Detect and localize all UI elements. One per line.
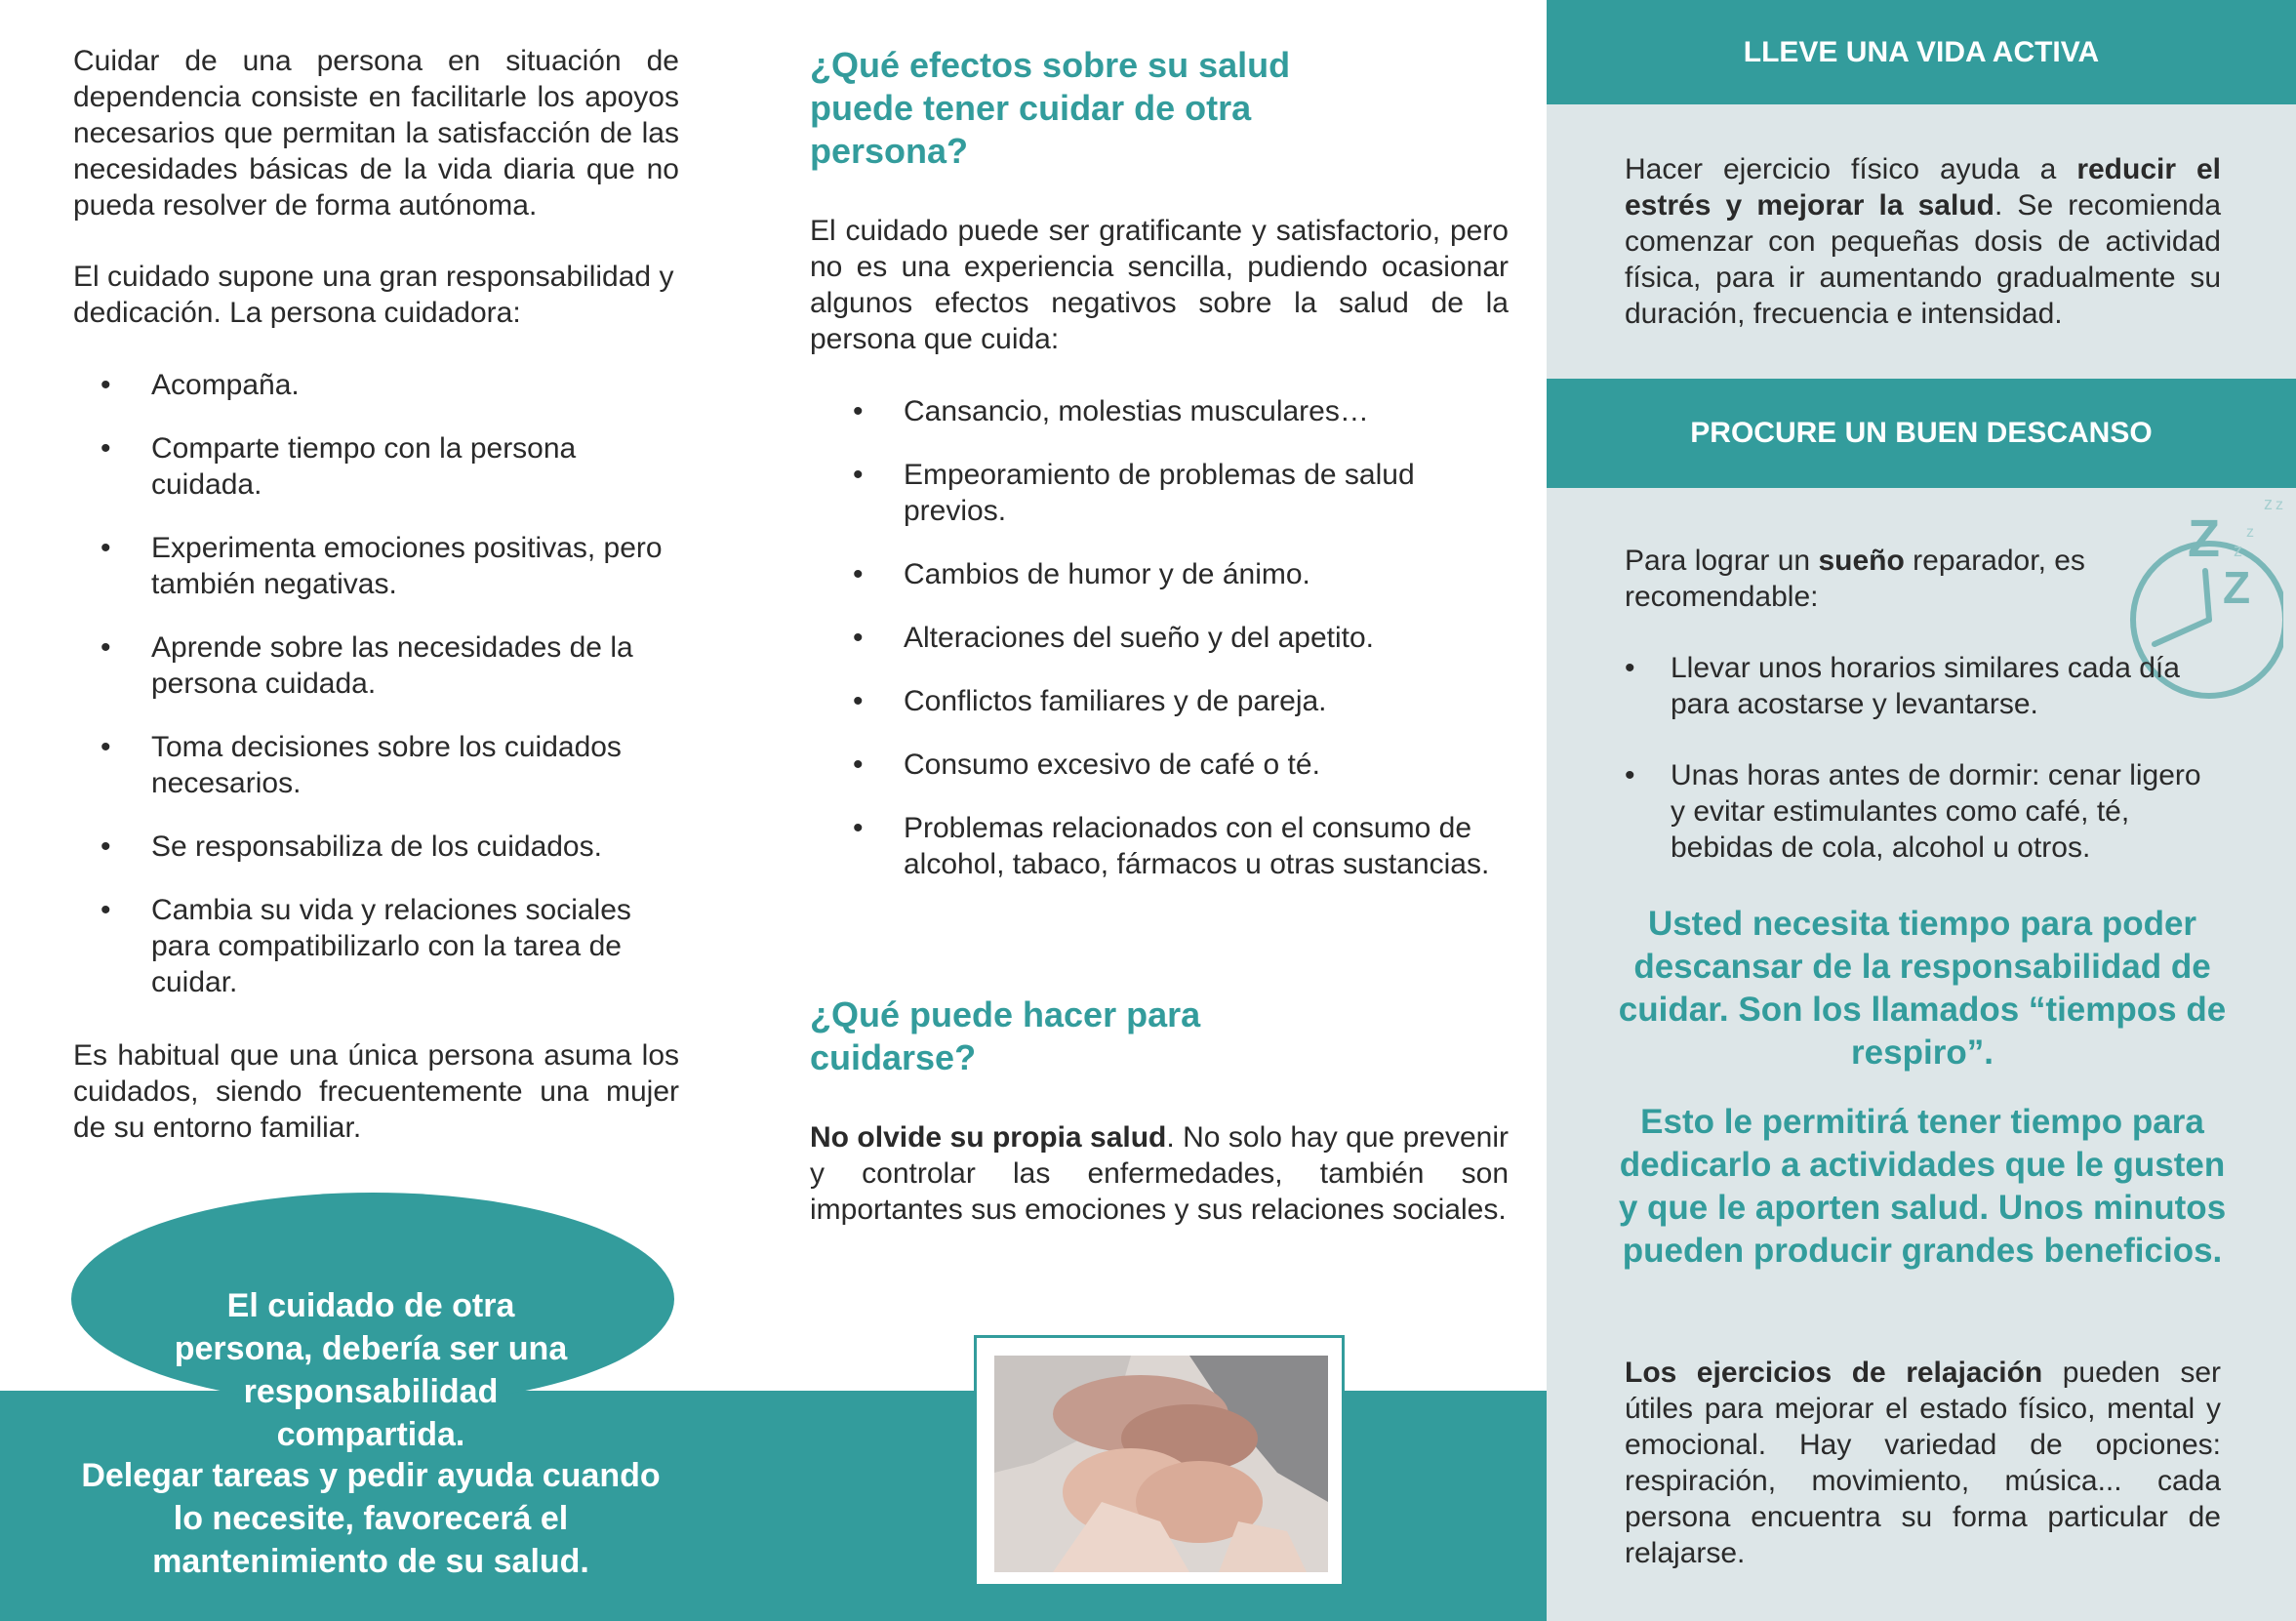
photo-frame — [974, 1335, 1345, 1587]
bullet-icon: • — [853, 558, 864, 590]
bullet-icon: • — [101, 532, 111, 564]
respite-quote: Usted necesita tiempo para poder descansar de la responsabilidad de cuidar. Son los llamados “tiempos de respiro”. — [1618, 905, 2227, 1072]
closing-paragraph: Es habitual que una única persona asuma los cuidados, siendo frecuentemente una mujer de su entorno familiar. — [73, 1039, 679, 1144]
bullet-icon: • — [101, 432, 111, 465]
active-life-header: LLEVE UNA VIDA ACTIVA — [1547, 0, 2296, 104]
caregiver-list — [73, 367, 679, 1028]
bullet-icon: • — [101, 631, 111, 664]
bullet-icon: • — [101, 894, 111, 926]
sleep-tips-list — [1625, 650, 2220, 901]
benefits-quote: Esto le permitirá tener tiempo para dedicarlo a actividades que le gusten y que le aporten salud. Unos minutos pueden producir grandes beneficios. — [1618, 1103, 2227, 1270]
bullet-icon: • — [101, 369, 111, 401]
list-item: • Empeoramiento de problemas de salud previos. — [853, 459, 1415, 527]
rest-header: PROCURE UN BUEN DESCANSO — [1547, 379, 2296, 488]
bullet-icon: • — [1625, 652, 1635, 684]
bullet-icon: • — [853, 622, 864, 654]
bullet-icon: • — [101, 831, 111, 863]
bullet-icon: • — [853, 749, 864, 781]
list-item: • Aprende sobre las necesidades de la persona cuidada. — [101, 631, 633, 700]
bullet-icon: • — [853, 685, 864, 717]
shared-responsibility-callout: El cuidado de otra persona, debería ser una responsabilidad compartida. — [174, 1287, 568, 1453]
list-item: • Consumo excesivo de café o té. — [853, 749, 1320, 781]
list-item: • Llevar unos horarios similares cada día para acostarse y levantarse. — [1625, 652, 2180, 720]
list-item: • Cambios de humor y de ánimo. — [853, 558, 1310, 590]
list-item: • Cambia su vida y relaciones sociales para compatibilizarlo con la tarea de cuidar. — [101, 894, 631, 998]
self-care-heading: ¿Qué puede hacer para cuidarse? — [810, 994, 1201, 1077]
list-item: • Comparte tiempo con la persona cuidada. — [101, 432, 577, 501]
delegate-callout: Delegar tareas y pedir ayuda cuando lo necesite, favorecerá el mantenimiento de su salud. — [81, 1457, 661, 1580]
list-item: • Se responsabiliza de los cuidados. — [101, 831, 602, 863]
exercise-paragraph: Hacer ejercicio físico ayuda a reducir el estrés y mejorar la salud. Se recomienda comenzar con pequeñas dosis de actividad física, para ir aumentando gradualmente su duración, frecuencia e intensidad. — [1625, 153, 2221, 330]
self-care-paragraph: No olvide su propia salud. No solo hay que prevenir y controlar las enfermedades, también son importantes sus emociones y sus relaciones sociales. — [810, 1121, 1509, 1226]
effects-list — [810, 393, 1509, 910]
effects-heading: ¿Qué efectos sobre su salud puede tener cuidar de otra persona? — [810, 45, 1291, 171]
svg-text:Z: Z — [2188, 509, 2220, 568]
responsibility-paragraph: El cuidado supone una gran responsabilidad y dedicación. La persona cuidadora: — [73, 261, 674, 329]
list-item: • Alteraciones del sueño y del apetito. — [853, 622, 1374, 654]
list-item: • Acompaña. — [101, 369, 300, 401]
bullet-icon: • — [853, 812, 864, 844]
list-item: • Cansancio, molestias musculares… — [853, 395, 1369, 427]
list-item: • Experimenta emociones positivas, pero también negativas. — [101, 532, 663, 600]
list-item: • Unas horas antes de dormir: cenar ligero y evitar estimulantes como café, té, bebidas de cola, alcohol u otros. — [1625, 759, 2201, 864]
list-item: • Problemas relacionados con el consumo de alcohol, tabaco, fármacos u otras sustancias. — [853, 812, 1490, 880]
svg-text:z: z — [2276, 497, 2283, 513]
bullet-icon: • — [853, 459, 864, 491]
effects-paragraph: El cuidado puede ser gratificante y satisfactorio, pero no es una experiencia sencilla, pudiendo ocasionar algunos efectos negativos sobre la salud de la persona que cuida: — [810, 215, 1509, 355]
bullet-icon: • — [853, 395, 864, 427]
sleep-paragraph: Para lograr un sueño reparador, es recomendable: — [1625, 545, 2085, 613]
list-item: • Conflictos familiares y de pareja. — [853, 685, 1327, 717]
relaxation-paragraph: Los ejercicios de relajación pueden ser útiles para mejorar el estado físico, mental y emocional. Hay variedad de opciones: respiración, movimiento, música... cada persona encuentra su forma particular de relajarse. — [1625, 1357, 2221, 1569]
svg-text:z: z — [2234, 541, 2242, 560]
intro-paragraph: Cuidar de una persona en situación de dependencia consiste en facilitarle los apoyos necesarios que permitan la satisfacción de las necesidades básicas de la vida diaria que no pueda resolver de forma autónoma. — [73, 45, 679, 222]
bullet-icon: • — [1625, 759, 1635, 791]
svg-text:Z: Z — [2223, 562, 2251, 613]
svg-text:z: z — [2264, 494, 2273, 513]
bullet-icon: • — [101, 731, 111, 763]
svg-text:z: z — [2246, 524, 2254, 541]
holding-hands-photo — [994, 1356, 1328, 1572]
list-item: • Toma decisiones sobre los cuidados necesarios. — [101, 731, 622, 799]
